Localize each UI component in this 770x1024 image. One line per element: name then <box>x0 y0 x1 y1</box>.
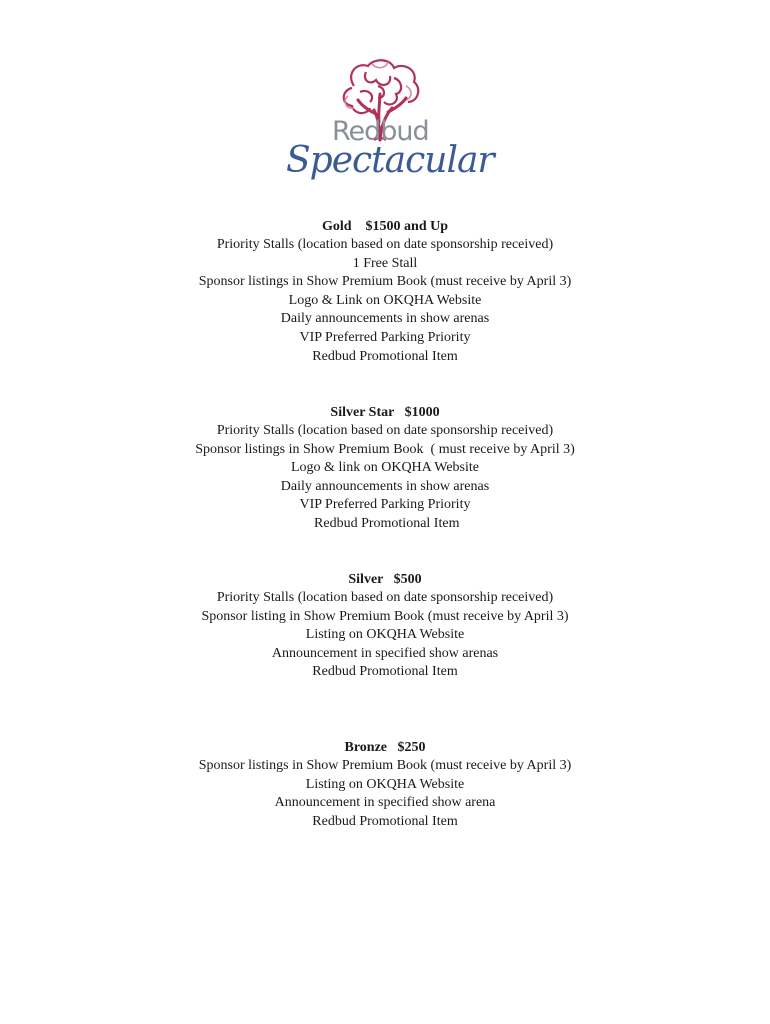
benefit-item: 1 Free Stall <box>352 255 418 271</box>
tier-heading: Silver Star $1000 <box>330 405 440 420</box>
benefit-item: Daily announcements in show arenas <box>280 478 490 494</box>
benefit-item: Redbud Promotional Item <box>312 813 458 829</box>
benefit-item: Sponsor listings in Show Premium Book ( must receive by April 3) <box>195 441 575 457</box>
tier-bronze <box>0 738 770 831</box>
logo-wordmark-redbud: Redbud <box>332 116 429 147</box>
logo-wordmark-spectacular: Spectacular <box>286 140 494 181</box>
benefit-item: Redbud Promotional Item <box>312 348 458 364</box>
benefit-item: Priority Stalls (location based on date sponsorship received) <box>216 423 554 438</box>
benefit-item: Sponsor listing in Show Premium Book (must receive by April 3) <box>201 608 569 624</box>
benefit-item: VIP Preferred Parking Priority <box>299 329 471 345</box>
benefit-item: VIP Preferred Parking Priority <box>299 497 471 513</box>
benefit-item: Sponsor listings in Show Premium Book (must receive by April 3) <box>198 274 572 290</box>
benefit-item: Announcement in specified show arenas <box>271 645 499 661</box>
tier-heading: Silver $500 <box>348 572 422 587</box>
tier-heading: Bronze $250 <box>344 740 426 755</box>
benefit-item: Logo & Link on OKQHA Website <box>288 292 482 308</box>
tier-gold <box>0 217 770 366</box>
tier-heading: Gold $1500 and Up <box>321 219 449 234</box>
tier-silver-star <box>0 403 770 534</box>
tier-silver <box>0 570 770 682</box>
benefit-item: Redbud Promotional Item <box>310 515 460 531</box>
benefit-item: Sponsor listings in Show Premium Book (must receive by April 3) <box>198 758 572 773</box>
benefit-item: Priority Stalls (location based on date sponsorship received) <box>216 237 554 252</box>
redbud-spectacular-logo <box>282 56 494 198</box>
benefit-item: Logo & link on OKQHA Website <box>291 460 479 476</box>
benefit-item: Redbud Promotional Item <box>312 664 458 680</box>
benefit-item: Daily announcements in show arenas <box>280 311 490 327</box>
benefit-item: Priority Stalls (location based on date sponsorship received) <box>216 590 554 605</box>
benefit-item: Listing on OKQHA Website <box>305 627 465 643</box>
benefit-item: Listing on OKQHA Website <box>305 776 465 792</box>
benefit-item: Announcement in specified show arena <box>274 795 496 811</box>
